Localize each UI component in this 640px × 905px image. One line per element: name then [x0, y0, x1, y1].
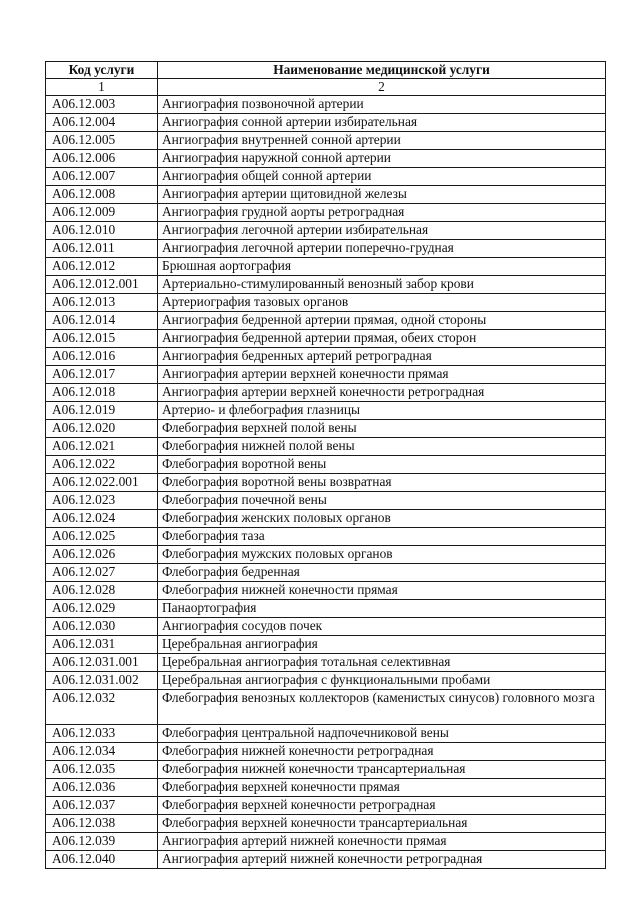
service-name: Ангиография внутренней сонной артерии: [158, 132, 606, 150]
service-code: A06.12.028: [46, 582, 158, 600]
service-code: A06.12.020: [46, 420, 158, 438]
service-code: A06.12.012: [46, 258, 158, 276]
service-code: A06.12.017: [46, 366, 158, 384]
service-name: Церебральная ангиография тотальная селективная: [158, 654, 606, 672]
service-code: A06.12.022: [46, 456, 158, 474]
service-code: A06.12.009: [46, 204, 158, 222]
table-row: [46, 384, 606, 402]
service-name: Ангиография позвоночной артерии: [158, 96, 606, 114]
service-name: Ангиография артерии верхней конечности ретроградная: [158, 384, 606, 402]
table-body: [46, 96, 606, 869]
service-code: A06.12.032: [46, 690, 158, 725]
table-row: [46, 132, 606, 150]
table-row: [46, 294, 606, 312]
table-row: [46, 150, 606, 168]
service-code: A06.12.027: [46, 564, 158, 582]
service-code: A06.12.031.001: [46, 654, 158, 672]
service-name: Панаортография: [158, 600, 606, 618]
service-code: A06.12.039: [46, 833, 158, 851]
service-name: Флебография нижней конечности прямая: [158, 582, 606, 600]
service-name: Флебография бедренная: [158, 564, 606, 582]
service-code: A06.12.004: [46, 114, 158, 132]
table-row: [46, 690, 606, 725]
table-row: [46, 456, 606, 474]
service-code: A06.12.014: [46, 312, 158, 330]
service-code: A06.12.011: [46, 240, 158, 258]
service-code: A06.12.012.001: [46, 276, 158, 294]
table-row: [46, 240, 606, 258]
service-name: Ангиография артерии щитовидной железы: [158, 186, 606, 204]
table-row: [46, 797, 606, 815]
service-code: A06.12.040: [46, 851, 158, 869]
table-row: [46, 114, 606, 132]
service-code: A06.12.024: [46, 510, 158, 528]
service-code: A06.12.016: [46, 348, 158, 366]
table-row: [46, 582, 606, 600]
table-row: [46, 204, 606, 222]
service-code: A06.12.037: [46, 797, 158, 815]
service-name: Флебография женских половых органов: [158, 510, 606, 528]
service-name: Церебральная ангиография с функциональными пробами: [158, 672, 606, 690]
table-row: [46, 564, 606, 582]
header-code: Код услуги: [46, 62, 158, 79]
service-name: Флебография мужских половых органов: [158, 546, 606, 564]
service-name: Брюшная аортография: [158, 258, 606, 276]
service-name: Флебография воротной вены: [158, 456, 606, 474]
table-row: [46, 743, 606, 761]
table-row: [46, 420, 606, 438]
table-row: [46, 330, 606, 348]
table-row: [46, 312, 606, 330]
service-name: Ангиография легочной артерии поперечно-грудная: [158, 240, 606, 258]
service-name: Флебография нижней конечности ретроградная: [158, 743, 606, 761]
table-row: [46, 833, 606, 851]
table-row: [46, 672, 606, 690]
table-row: [46, 654, 606, 672]
table-row: [46, 779, 606, 797]
service-code: A06.12.021: [46, 438, 158, 456]
service-name: Ангиография наружной сонной артерии: [158, 150, 606, 168]
table-row: [46, 851, 606, 869]
table-row: [46, 761, 606, 779]
service-code: A06.12.005: [46, 132, 158, 150]
service-name: Артериография тазовых органов: [158, 294, 606, 312]
service-name: Флебография верхней конечности ретроградная: [158, 797, 606, 815]
service-code: A06.12.038: [46, 815, 158, 833]
table-row: [46, 186, 606, 204]
table-row: [46, 725, 606, 743]
table-row: [46, 348, 606, 366]
table-row: [46, 600, 606, 618]
service-code: A06.12.031.002: [46, 672, 158, 690]
service-name: Ангиография бедренных артерий ретроградная: [158, 348, 606, 366]
service-name: Ангиография легочной артерии избирательная: [158, 222, 606, 240]
column-number-code: 1: [46, 79, 158, 96]
service-code: A06.12.036: [46, 779, 158, 797]
service-code: A06.12.010: [46, 222, 158, 240]
table-row: [46, 96, 606, 114]
service-name: Флебография венозных коллекторов (каменистых синусов) головного мозга: [158, 690, 606, 725]
service-code: A06.12.015: [46, 330, 158, 348]
service-name: Ангиография артерий нижней конечности ретроградная: [158, 851, 606, 869]
services-table: [45, 61, 606, 869]
service-name: Ангиография сосудов почек: [158, 618, 606, 636]
header-name: Наименование медицинской услуги: [158, 62, 606, 79]
table-row: [46, 276, 606, 294]
service-name: Артерио- и флебография глазницы: [158, 402, 606, 420]
document-page: [45, 61, 605, 869]
service-code: A06.12.030: [46, 618, 158, 636]
table-row: [46, 258, 606, 276]
service-code: A06.12.018: [46, 384, 158, 402]
service-name: Флебография верхней полой вены: [158, 420, 606, 438]
table-row: [46, 815, 606, 833]
column-number-name: 2: [158, 79, 606, 96]
service-code: A06.12.034: [46, 743, 158, 761]
service-name: Флебография нижней полой вены: [158, 438, 606, 456]
table-row: [46, 528, 606, 546]
table-row: [46, 168, 606, 186]
service-name: Ангиография бедренной артерии прямая, одной стороны: [158, 312, 606, 330]
service-name: Церебральная ангиография: [158, 636, 606, 654]
table-row: [46, 438, 606, 456]
service-code: A06.12.023: [46, 492, 158, 510]
table-row: [46, 546, 606, 564]
service-name: Ангиография общей сонной артерии: [158, 168, 606, 186]
service-name: Ангиография бедренной артерии прямая, обеих сторон: [158, 330, 606, 348]
service-code: A06.12.022.001: [46, 474, 158, 492]
service-name: Флебография таза: [158, 528, 606, 546]
table-row: [46, 222, 606, 240]
service-name: Флебография верхней конечности прямая: [158, 779, 606, 797]
service-name: Флебография центральной надпочечниковой вены: [158, 725, 606, 743]
service-name: Ангиография грудной аорты ретроградная: [158, 204, 606, 222]
service-name: Артериально-стимулированный венозный забор крови: [158, 276, 606, 294]
table-row: [46, 636, 606, 654]
service-name: Ангиография артерий нижней конечности прямая: [158, 833, 606, 851]
table-row: [46, 492, 606, 510]
service-code: A06.12.013: [46, 294, 158, 312]
service-code: A06.12.025: [46, 528, 158, 546]
service-name: Флебография верхней конечности трансартериальная: [158, 815, 606, 833]
service-name: Флебография нижней конечности трансартериальная: [158, 761, 606, 779]
table-row: [46, 366, 606, 384]
service-code: A06.12.031: [46, 636, 158, 654]
table-row: [46, 510, 606, 528]
service-name: Ангиография артерии верхней конечности прямая: [158, 366, 606, 384]
column-number-row: [46, 79, 606, 96]
service-name: Флебография воротной вены возвратная: [158, 474, 606, 492]
service-code: A06.12.035: [46, 761, 158, 779]
service-code: A06.12.026: [46, 546, 158, 564]
service-code: A06.12.003: [46, 96, 158, 114]
table-row: [46, 402, 606, 420]
service-code: A06.12.007: [46, 168, 158, 186]
service-name: Флебография почечной вены: [158, 492, 606, 510]
service-code: A06.12.033: [46, 725, 158, 743]
table-row: [46, 618, 606, 636]
service-code: A06.12.008: [46, 186, 158, 204]
table-row: [46, 474, 606, 492]
service-code: A06.12.006: [46, 150, 158, 168]
service-name: Ангиография сонной артерии избирательная: [158, 114, 606, 132]
service-code: A06.12.019: [46, 402, 158, 420]
service-code: A06.12.029: [46, 600, 158, 618]
header-row: [46, 62, 606, 79]
